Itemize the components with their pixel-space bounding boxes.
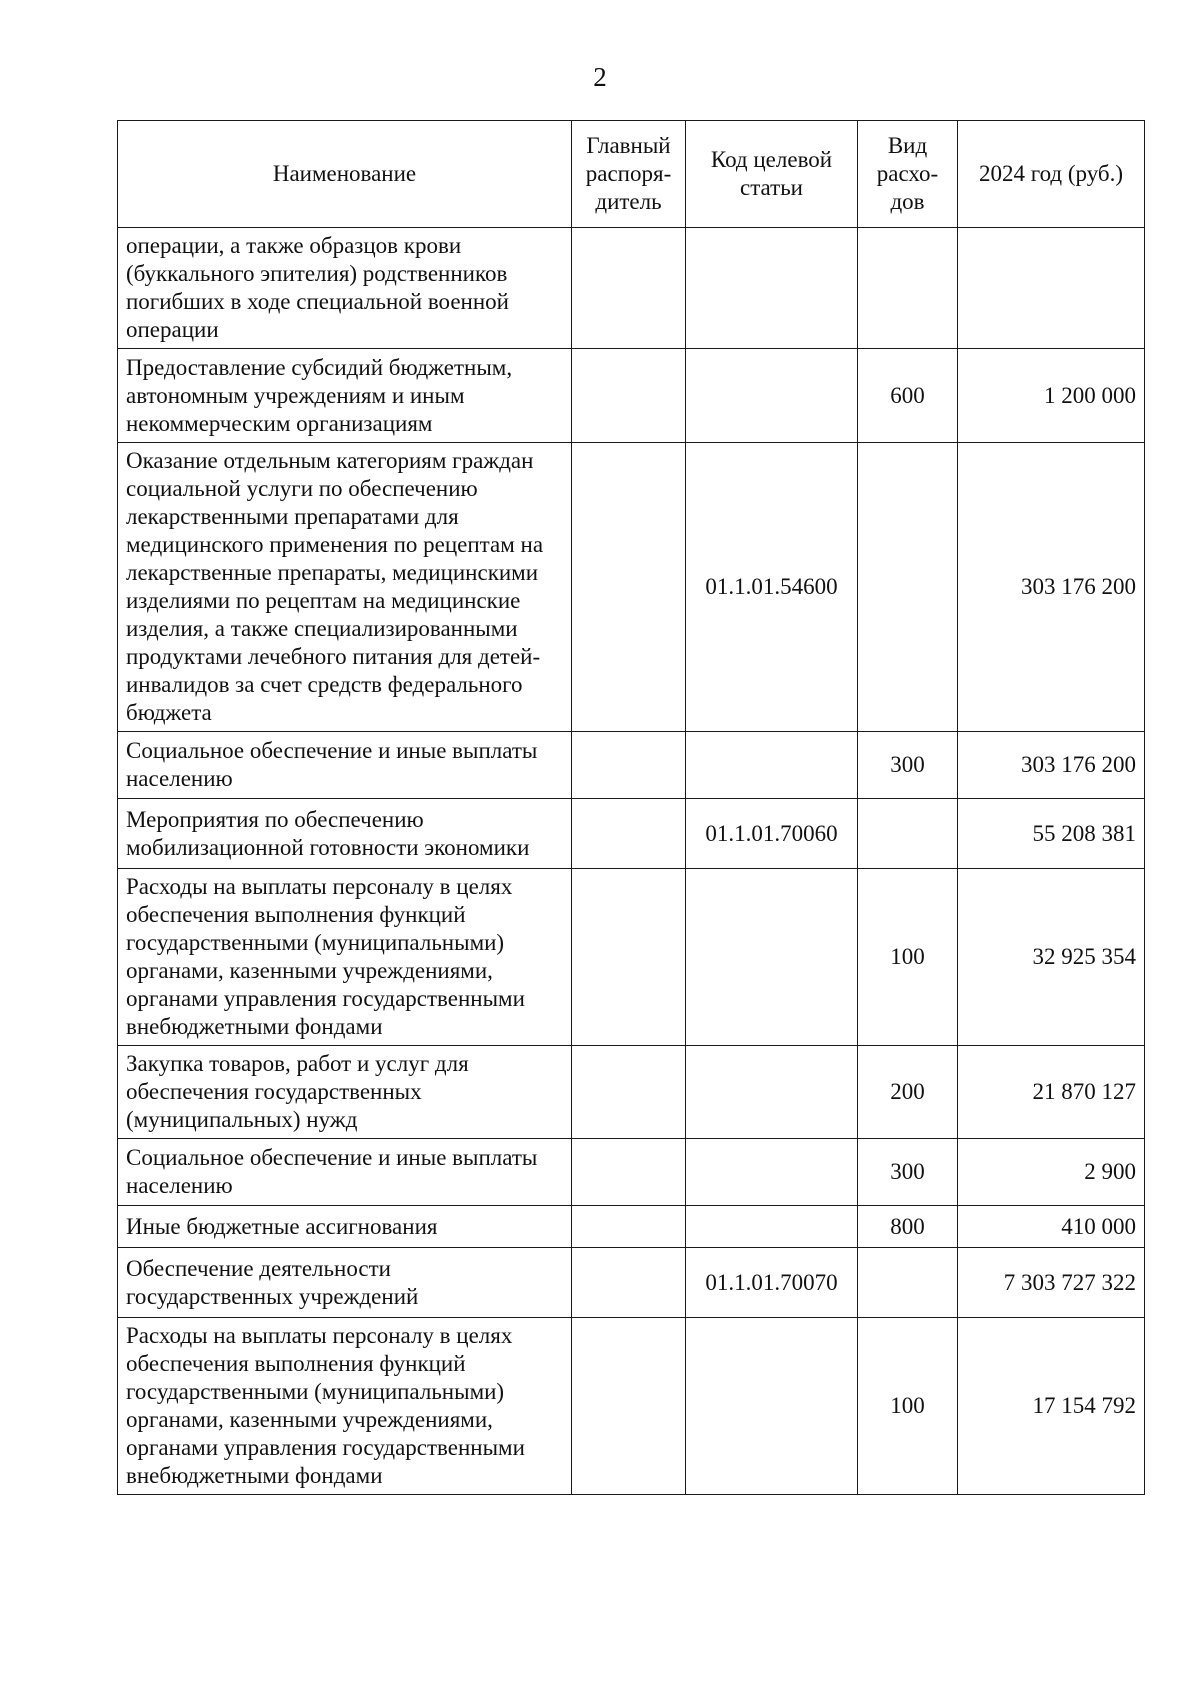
table-row xyxy=(118,443,1145,732)
cell-admin xyxy=(572,1318,686,1495)
cell-type xyxy=(858,443,958,732)
cell-code xyxy=(686,228,858,349)
cell-code: 01.1.01.70060 xyxy=(686,799,858,869)
cell-amount: 17 154 792 xyxy=(958,1318,1145,1495)
cell-amount: 1 200 000 xyxy=(958,349,1145,443)
table-header-row xyxy=(118,121,1145,228)
cell-type: 300 xyxy=(858,1139,958,1206)
cell-admin xyxy=(572,349,686,443)
cell-amount: 32 925 354 xyxy=(958,869,1145,1046)
cell-code xyxy=(686,869,858,1046)
cell-code xyxy=(686,1046,858,1139)
table-body xyxy=(118,228,1145,1495)
table-row xyxy=(118,1046,1145,1139)
cell-type: 100 xyxy=(858,869,958,1046)
cell-amount: 410 000 xyxy=(958,1206,1145,1248)
cell-name: Предоставление субсидий бюджетным, автономным учреждениям и иным некоммерческим организациям xyxy=(118,349,572,443)
cell-name: Расходы на выплаты персоналу в целях обеспечения выполнения функций государственными (муниципальными) органами, казенными учреждениями, органами управления государственными внебюджетными фондами xyxy=(118,869,572,1046)
cell-admin xyxy=(572,1046,686,1139)
cell-type: 600 xyxy=(858,349,958,443)
cell-code: 01.1.01.54600 xyxy=(686,443,858,732)
header-type: Вид расхо-дов xyxy=(858,121,958,228)
cell-admin xyxy=(572,228,686,349)
budget-table xyxy=(117,120,1145,1495)
cell-name: Оказание отдельным категориям граждан социальной услуги по обеспечению лекарственными препаратами для медицинского применения по рецептам на лекарственные препараты, медицинскими изделиями по рецептам на медицинские изделия, а также специализированными продуктами лечебного питания для детей-инвалидов за счет средств федерального бюджета xyxy=(118,443,572,732)
cell-name: Иные бюджетные ассигнования xyxy=(118,1206,572,1248)
table-row xyxy=(118,1139,1145,1206)
table-row xyxy=(118,228,1145,349)
cell-type xyxy=(858,799,958,869)
cell-amount: 2 900 xyxy=(958,1139,1145,1206)
cell-amount: 303 176 200 xyxy=(958,443,1145,732)
cell-code xyxy=(686,1318,858,1495)
cell-name: операции, а также образцов крови (буккального эпителия) родственников погибших в ходе специальной военной операции xyxy=(118,228,572,349)
header-admin: Главный распоря-дитель xyxy=(572,121,686,228)
cell-admin xyxy=(572,869,686,1046)
table-row xyxy=(118,1318,1145,1495)
cell-name: Социальное обеспечение и иные выплаты населению xyxy=(118,1139,572,1206)
cell-admin xyxy=(572,1206,686,1248)
cell-name: Социальное обеспечение и иные выплаты населению xyxy=(118,732,572,799)
cell-type xyxy=(858,1248,958,1318)
table-row xyxy=(118,1206,1145,1248)
cell-code xyxy=(686,732,858,799)
cell-code xyxy=(686,1206,858,1248)
cell-type xyxy=(858,228,958,349)
cell-type: 300 xyxy=(858,732,958,799)
cell-name: Расходы на выплаты персоналу в целях обеспечения выполнения функций государственными (муниципальными) органами, казенными учреждениями, органами управления государственными внебюджетными фондами xyxy=(118,1318,572,1495)
cell-admin xyxy=(572,1248,686,1318)
header-code: Код целевой статьи xyxy=(686,121,858,228)
cell-admin xyxy=(572,443,686,732)
cell-amount: 7 303 727 322 xyxy=(958,1248,1145,1318)
table-row xyxy=(118,349,1145,443)
table-row xyxy=(118,732,1145,799)
cell-admin xyxy=(572,1139,686,1206)
header-name: Наименование xyxy=(118,121,572,228)
cell-name: Закупка товаров, работ и услуг для обеспечения государственных (муниципальных) нужд xyxy=(118,1046,572,1139)
cell-amount xyxy=(958,228,1145,349)
header-amount: 2024 год (руб.) xyxy=(958,121,1145,228)
cell-name: Обеспечение деятельности государственных учреждений xyxy=(118,1248,572,1318)
cell-admin xyxy=(572,732,686,799)
table-row xyxy=(118,799,1145,869)
cell-code: 01.1.01.70070 xyxy=(686,1248,858,1318)
page-number: 2 xyxy=(593,62,607,92)
cell-code xyxy=(686,1139,858,1206)
table-row xyxy=(118,869,1145,1046)
table-row xyxy=(118,1248,1145,1318)
cell-amount: 303 176 200 xyxy=(958,732,1145,799)
cell-amount: 21 870 127 xyxy=(958,1046,1145,1139)
cell-type: 800 xyxy=(858,1206,958,1248)
cell-type: 200 xyxy=(858,1046,958,1139)
cell-amount: 55 208 381 xyxy=(958,799,1145,869)
cell-type: 100 xyxy=(858,1318,958,1495)
cell-admin xyxy=(572,799,686,869)
cell-name: Мероприятия по обеспечению мобилизационной готовности экономики xyxy=(118,799,572,869)
cell-code xyxy=(686,349,858,443)
